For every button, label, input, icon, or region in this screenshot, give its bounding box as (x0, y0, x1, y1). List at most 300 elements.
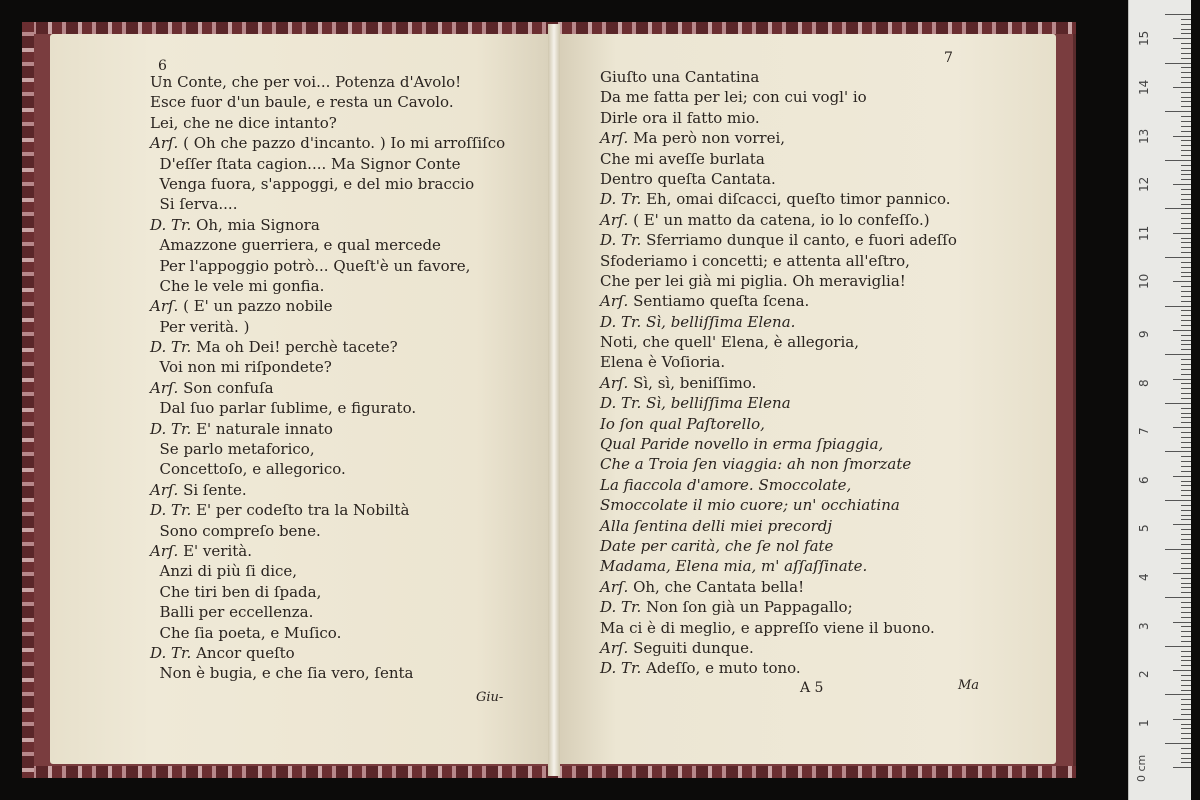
speaker-label: D. Tr. (150, 419, 197, 438)
right-line (600, 189, 957, 209)
ruler-tick (1165, 14, 1191, 15)
ruler-tick (1181, 685, 1191, 686)
ruler-tick (1181, 529, 1191, 530)
ruler-tick (1181, 369, 1191, 370)
right-catchword: Ma (958, 678, 980, 693)
speaker-label: D. Tr. (150, 215, 197, 234)
left-line (150, 296, 505, 316)
ruler-tick (1173, 184, 1191, 185)
ruler-tick (1181, 48, 1191, 49)
right-line (600, 312, 957, 332)
left-line (150, 256, 505, 276)
verse-text: D'eſſer ſtata cagion.... Ma Signor Conte (150, 154, 461, 173)
ruler-tick (1181, 286, 1191, 287)
ruler-tick (1181, 242, 1191, 243)
ruler-label: 15 (1137, 31, 1151, 47)
cover-edge-left (22, 22, 34, 778)
ruler-tick (1181, 53, 1191, 54)
ruler-tick (1165, 597, 1191, 598)
verse-text: Amazzone guerriera, e qual mercede (150, 236, 441, 255)
ruler-tick (1181, 131, 1191, 132)
right-line (600, 332, 957, 352)
ruler-tick (1181, 174, 1191, 175)
ruler-tick (1181, 607, 1191, 608)
verse-text: Balli per eccellenza. (150, 603, 314, 622)
verse-text: Un Conte, che per voi... Potenza d'Avolo! (150, 73, 462, 91)
speaker-label: D. Tr. (150, 501, 197, 520)
verse-text: Adeſſo, e muto tono. (646, 659, 801, 678)
ruler-tick (1181, 150, 1191, 151)
verse-text: Non è bugia, e che ſia vero, ſenta (150, 664, 414, 683)
verse-text: Dirle ora il fatto mio. (600, 108, 760, 127)
left-line (150, 72, 505, 92)
speaker-label: D. Tr. (600, 231, 647, 250)
ruler-tick (1181, 665, 1191, 666)
ruler-tick (1181, 344, 1191, 345)
left-line (150, 439, 505, 459)
ruler-tick (1173, 524, 1191, 525)
ruler-tick (1173, 670, 1191, 671)
ruler-tick (1181, 753, 1191, 754)
left-line (150, 398, 505, 418)
ruler-tick (1181, 466, 1191, 467)
ruler-tick (1181, 179, 1191, 180)
ruler-tick (1181, 612, 1191, 613)
ruler-tick (1181, 204, 1191, 205)
ruler-tick (1181, 680, 1191, 681)
right-line (600, 352, 957, 372)
ruler-tick (1181, 97, 1191, 98)
verse-text: Per verità. ) (150, 317, 250, 336)
ruler-tick (1181, 660, 1191, 661)
speaker-label: Arſ. (600, 638, 634, 657)
ruler-tick (1181, 738, 1191, 739)
ruler-tick (1165, 257, 1191, 258)
verse-text: Esce fuor d'un baule, e resta un Cavolo. (150, 93, 454, 112)
verse-text: Dal ſuo parlar ſublime, e figurato. (150, 399, 417, 418)
ruler-tick (1165, 354, 1191, 355)
ruler-tick (1165, 743, 1191, 744)
ruler-tick (1173, 476, 1191, 477)
ruler-tick (1165, 111, 1191, 112)
left-line (150, 378, 505, 398)
ruler-unit-label: 0 cm (1135, 754, 1148, 782)
ruler-tick (1181, 364, 1191, 365)
left-line (150, 215, 505, 235)
right-line (600, 393, 957, 413)
ruler-tick (1181, 72, 1191, 73)
ruler-tick (1181, 383, 1191, 384)
ruler-tick (1181, 408, 1191, 409)
ruler-tick (1181, 194, 1191, 195)
verse-text: Oh, che Cantata bella! (633, 577, 805, 596)
ruler-label: 11 (1137, 225, 1151, 241)
ruler-tick (1181, 485, 1191, 486)
verse-text: Che ſia poeta, e Muſico. (150, 623, 342, 642)
ruler-tick (1165, 403, 1191, 404)
verse-text: Dentro queſta Cantata. (600, 169, 776, 188)
left-line (150, 480, 505, 500)
verse-text: Lei, che ne dice intanto? (150, 113, 337, 132)
left-line (150, 459, 505, 479)
ruler-tick (1181, 432, 1191, 433)
ruler-tick (1181, 534, 1191, 535)
ruler-tick (1165, 694, 1191, 695)
right-line (600, 454, 957, 474)
ruler-tick (1181, 699, 1191, 700)
ruler-tick (1181, 223, 1191, 224)
right-page-text (600, 67, 957, 679)
ruler-label: 9 (1137, 330, 1151, 338)
ruler-tick (1181, 213, 1191, 214)
verse-text: Sentiamo queſta ſcena. (633, 292, 810, 311)
ruler-tick (1181, 592, 1191, 593)
ruler-tick (1181, 519, 1191, 520)
ruler-tick (1181, 515, 1191, 516)
ruler-tick (1173, 281, 1191, 282)
verse-text: Elena è Voſioria. (600, 353, 726, 372)
ruler-tick (1181, 106, 1191, 107)
ruler-tick (1181, 675, 1191, 676)
verse-text: Smoccolate il mio cuore; un' occhiatina (600, 496, 900, 515)
ruler-tick (1181, 724, 1191, 725)
ruler-tick (1181, 43, 1191, 44)
speaker-label: Arſ. (150, 480, 184, 499)
ruler-tick (1181, 92, 1191, 93)
right-line (600, 536, 957, 556)
ruler-label: 12 (1137, 176, 1151, 193)
verse-text: Ma però non vorrei, (633, 129, 786, 148)
left-line (150, 154, 505, 174)
ruler-tick (1181, 728, 1191, 729)
ruler-tick (1181, 170, 1191, 171)
left-catchword: Giu- (476, 690, 504, 705)
ruler-tick (1181, 228, 1191, 229)
verse-text: Ma oh Dei! perchè tacete? (196, 338, 398, 357)
ruler-tick (1181, 413, 1191, 414)
ruler-tick (1181, 315, 1191, 316)
verse-text: La fiaccola d'amore. Smoccolate, (600, 475, 852, 494)
right-line (600, 597, 957, 617)
right-line (600, 108, 957, 128)
ruler-label: 6 (1137, 476, 1151, 484)
ruler-tick (1181, 733, 1191, 734)
ruler-tick (1181, 33, 1191, 34)
ruler-tick (1181, 24, 1191, 25)
verse-text: Se parlo metaforico, (150, 440, 315, 459)
ruler-tick (1165, 646, 1191, 647)
right-line (600, 658, 957, 678)
left-line (150, 357, 505, 377)
ruler-tick (1181, 29, 1191, 30)
verse-text: Anzi di più ſi dice, (150, 562, 298, 581)
ruler-tick (1181, 262, 1191, 263)
verse-text: Son confuſa (183, 378, 274, 397)
verse-text: Date per carità, che ſe nol fate (600, 536, 834, 555)
ruler-tick (1181, 704, 1191, 705)
right-line (600, 87, 957, 107)
ruler-tick (1181, 398, 1191, 399)
speaker-label: Arſ. (150, 378, 184, 397)
verse-text: Oh, mia Signora (196, 215, 320, 234)
ruler-tick (1181, 447, 1191, 448)
ruler-tick (1181, 388, 1191, 389)
ruler-tick (1181, 349, 1191, 350)
verse-text: Madama, Elena mia, m' aſſaſſinate. (600, 557, 868, 576)
speaker-label: D. Tr. (600, 598, 647, 617)
ruler-tick (1181, 690, 1191, 691)
left-line (150, 317, 505, 337)
left-line (150, 276, 505, 296)
left-line (150, 602, 505, 622)
verse-text: Eh, omai diſcacci, queſto timor pannico. (646, 190, 951, 209)
ruler-tick (1181, 340, 1191, 341)
ruler-tick (1181, 762, 1191, 763)
speaker-label: Arſ. (600, 129, 634, 148)
verse-text: Giuſto una Cantatina (600, 68, 760, 86)
ruler-tick (1181, 636, 1191, 637)
right-page-number: 7 (944, 50, 953, 66)
left-line (150, 92, 505, 112)
verse-text: Che a Troia ſen viaggia: ah non ſmorzate (600, 455, 912, 474)
verse-text: Che le vele mi gonfia. (150, 276, 325, 295)
right-line (600, 618, 957, 638)
speaker-label: Arſ. (600, 292, 634, 311)
left-line (150, 133, 505, 153)
right-line (600, 475, 957, 495)
ruler-tick (1181, 101, 1191, 102)
ruler-tick (1181, 709, 1191, 710)
ruler-tick (1173, 719, 1191, 720)
verse-text: Non ſon già un Pappagallo; (646, 598, 853, 617)
ruler-tick (1181, 218, 1191, 219)
ruler-tick (1181, 140, 1191, 141)
ruler-tick (1181, 301, 1191, 302)
ruler-tick (1165, 549, 1191, 550)
ruler-tick (1181, 126, 1191, 127)
ruler-label: 10 (1137, 274, 1151, 290)
right-line (600, 271, 957, 291)
ruler-tick (1181, 510, 1191, 511)
left-line (150, 643, 505, 663)
left-line (150, 623, 505, 643)
verse-text: Ancor queſto (196, 643, 295, 662)
right-line (600, 291, 957, 311)
ruler-label: 2 (1137, 670, 1151, 679)
ruler-tick (1165, 208, 1191, 209)
ruler-tick (1165, 500, 1191, 501)
ruler-label: 3 (1137, 621, 1151, 630)
ruler-tick (1181, 553, 1191, 554)
verse-text: Sfoderiamo i concetti; e attenta all'eſtro, (600, 251, 910, 270)
ruler-label: 5 (1137, 524, 1151, 533)
ruler-tick (1181, 563, 1191, 564)
speaker-label: Arſ. (600, 210, 634, 229)
right-line (600, 230, 957, 250)
ruler-tick (1173, 767, 1191, 768)
ruler-tick (1181, 19, 1191, 20)
ruler-tick (1181, 296, 1191, 297)
verse-text: ( Oh che pazzo d'incanto. ) Io mi arroſſiſco (183, 134, 506, 153)
verse-text: E' per codeſto tra la Nobiltà (196, 501, 410, 520)
left-page-number: 6 (158, 58, 167, 74)
ruler-tick (1181, 189, 1191, 190)
ruler-tick (1181, 320, 1191, 321)
speaker-label: D. Tr. (600, 190, 647, 209)
ruler-tick (1181, 568, 1191, 569)
right-line (600, 495, 957, 515)
left-line (150, 174, 505, 194)
ruler-tick (1181, 374, 1191, 375)
left-line (150, 113, 505, 133)
ruler-tick (1181, 272, 1191, 273)
verse-text: Alla ſentina delli miei precordj (600, 516, 833, 535)
ruler-tick (1181, 461, 1191, 462)
ruler-tick (1181, 121, 1191, 122)
verse-text: Da me fatta per lei; con cui vogl' io (600, 88, 867, 107)
ruler-tick (1181, 495, 1191, 496)
speaker-label: D. Tr. (150, 643, 197, 662)
verse-text: ( E' un matto da catena, io lo confeſſo.) (633, 210, 930, 229)
ruler-tick (1181, 471, 1191, 472)
ruler-tick (1181, 481, 1191, 482)
ruler-tick (1181, 539, 1191, 540)
left-line (150, 663, 505, 683)
ruler-tick (1181, 252, 1191, 253)
measurement-ruler (1128, 0, 1191, 800)
ruler-tick (1173, 330, 1191, 331)
ruler-tick (1181, 544, 1191, 545)
ruler-tick (1173, 379, 1191, 380)
right-line (600, 210, 957, 230)
right-line (600, 434, 957, 454)
speaker-label: Arſ. (150, 297, 184, 316)
verse-text: Si ſente. (183, 480, 247, 499)
ruler-tick (1173, 622, 1191, 623)
ruler-tick (1181, 626, 1191, 627)
verse-text: Si ſerva.... (150, 195, 238, 214)
verse-text: Voi non mi riſpondete? (150, 358, 332, 377)
book-gutter (548, 24, 560, 776)
verse-text: Noti, che quell' Elena, è allegoria, (600, 333, 859, 352)
verse-text: Io ſon qual Paſtorello, (600, 414, 765, 433)
ruler-tick (1181, 393, 1191, 394)
ruler-tick (1181, 77, 1191, 78)
right-line (600, 251, 957, 271)
ruler-tick (1181, 422, 1191, 423)
ruler-tick (1181, 641, 1191, 642)
ruler-tick (1181, 58, 1191, 59)
right-line (600, 128, 957, 148)
ruler-tick (1181, 165, 1191, 166)
verse-text: Che mi aveſſe burlata (600, 149, 765, 168)
verse-text: ( E' un pazzo nobile (183, 297, 333, 316)
speaker-label: D. Tr. (150, 338, 197, 357)
verse-text: Venga fuora, s'appoggi, e del mio braccio (150, 174, 475, 193)
ruler-tick (1181, 82, 1191, 83)
right-line (600, 638, 957, 658)
ruler-tick (1181, 238, 1191, 239)
verse-text: Che per lei già mi piglia. Oh meraviglia! (600, 271, 906, 290)
ruler-tick (1165, 306, 1191, 307)
speaker-label: Arſ. (600, 577, 634, 596)
ruler-tick (1173, 136, 1191, 137)
ruler-tick (1173, 427, 1191, 428)
speaker-label: Arſ. (150, 134, 184, 153)
ruler-tick (1181, 631, 1191, 632)
left-line (150, 541, 505, 561)
ruler-tick (1181, 437, 1191, 438)
ruler-tick (1181, 714, 1191, 715)
verse-text: Sì, sì, beniſſimo. (633, 373, 757, 392)
ruler-tick (1181, 67, 1191, 68)
ruler-tick (1181, 291, 1191, 292)
ruler-tick (1181, 442, 1191, 443)
ruler-tick (1173, 87, 1191, 88)
verse-text: Sono compreſo bene. (150, 521, 321, 540)
ruler-tick (1181, 490, 1191, 491)
left-line (150, 194, 505, 214)
ruler-label: 8 (1137, 378, 1151, 387)
speaker-label: D. Tr. (600, 312, 647, 331)
verse-text: Sferriamo dunque il canto, e fuori adeſſo (646, 231, 957, 250)
ruler-tick (1181, 325, 1191, 326)
verse-text: Seguiti dunque. (633, 638, 754, 657)
ruler-tick (1181, 656, 1191, 657)
ruler-tick (1181, 558, 1191, 559)
left-line (150, 521, 505, 541)
ruler-tick (1181, 456, 1191, 457)
ruler-tick (1165, 451, 1191, 452)
ruler-tick (1181, 617, 1191, 618)
ruler-tick (1181, 359, 1191, 360)
left-line (150, 337, 505, 357)
left-line (150, 419, 505, 439)
ruler-label: 4 (1137, 573, 1151, 581)
verse-text: Concettoſo, e allegorico. (150, 460, 346, 479)
speaker-label: D. Tr. (600, 394, 647, 413)
ruler-tick (1173, 573, 1191, 574)
ruler-label: 13 (1137, 128, 1151, 144)
ruler-tick (1181, 417, 1191, 418)
ruler-tick (1181, 587, 1191, 588)
ruler-tick (1181, 116, 1191, 117)
left-line (150, 235, 505, 255)
ruler-tick (1173, 38, 1191, 39)
left-line (150, 582, 505, 602)
ruler-tick (1181, 578, 1191, 579)
verse-text: E' verità. (183, 541, 252, 560)
ruler-label: 14 (1137, 79, 1151, 95)
verse-text: Per l'appoggio potrò... Queſt'è un favore, (150, 256, 471, 275)
right-line (600, 373, 957, 393)
left-page-text (150, 72, 505, 684)
speaker-label: D. Tr. (600, 659, 647, 678)
ruler-tick (1181, 583, 1191, 584)
verse-text: Ma ci è di meglio, e appreſſo viene il buono. (600, 618, 935, 637)
left-line (150, 500, 505, 520)
speaker-label: Arſ. (600, 373, 634, 392)
verse-text: Sì, belliſſima Elena. (646, 312, 796, 331)
ruler-label: 7 (1137, 427, 1151, 436)
left-line (150, 561, 505, 581)
ruler-tick (1181, 199, 1191, 200)
ruler-tick (1181, 145, 1191, 146)
ruler-tick (1181, 505, 1191, 506)
ruler-tick (1181, 276, 1191, 277)
ruler-tick (1181, 155, 1191, 156)
ruler-tick (1181, 335, 1191, 336)
